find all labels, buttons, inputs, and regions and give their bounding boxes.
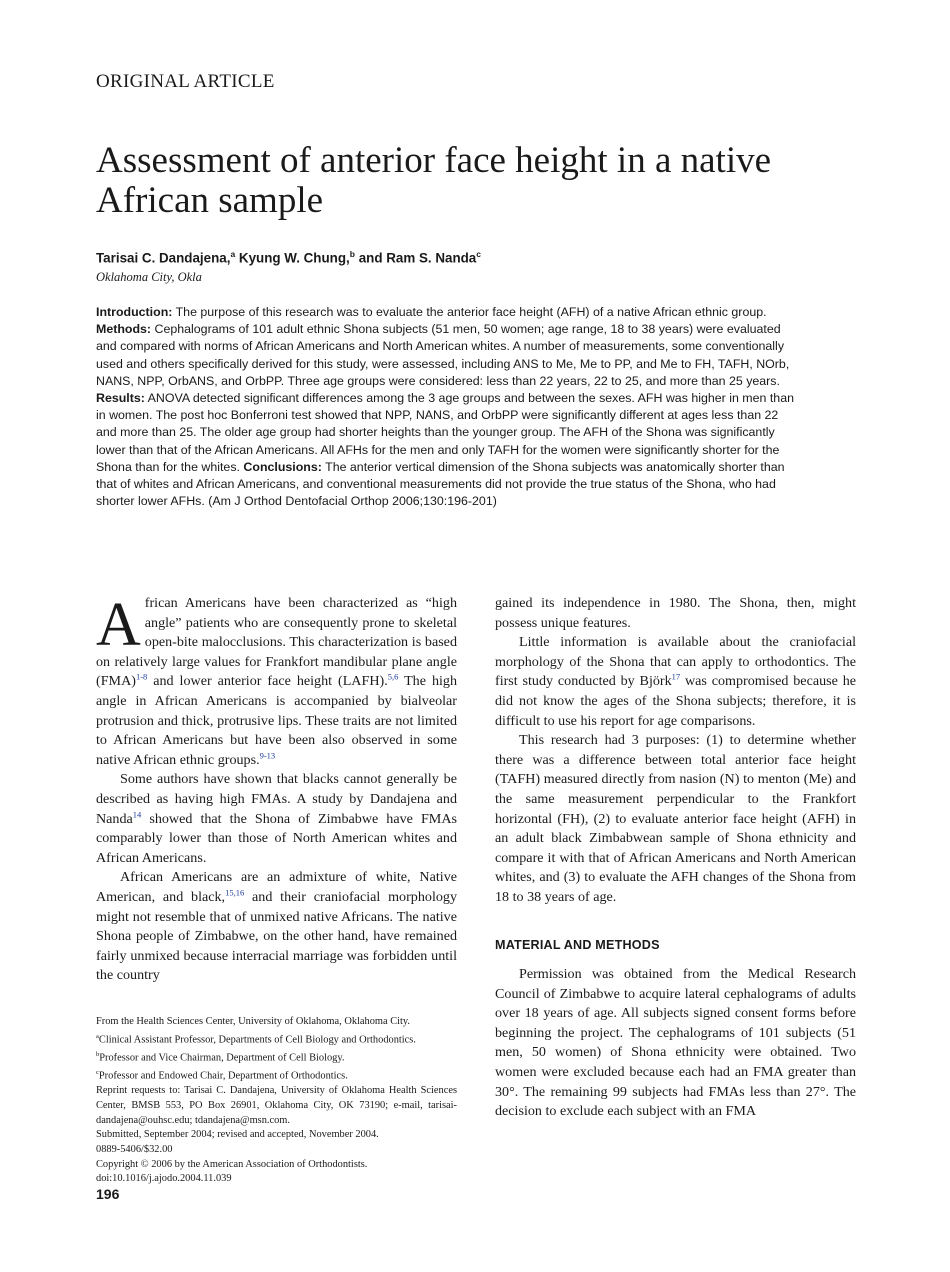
paragraph-5: This research had 3 purposes: (1) to determine whether there was a difference between total anterior face height (TAFH) measured directly from nasion (N) to menton (Me) and the same measurement perpendicular to the Frankfort horizontal (FH), (2) to evaluate anterior face height (AFH) in an adult black Zimbabwean sample of Shona ethnicity and compare it with that of African Americans and North American whites, and (3) to evaluate the AFH changes of the Shona from 18 to 38 years of age.	[495, 732, 856, 905]
reference-link[interactable]: 15,16	[225, 887, 245, 898]
abstract-intro-label: Introduction:	[96, 305, 173, 319]
footnote	[96, 1030, 457, 1048]
section-label: ORIGINAL ARTICLE	[96, 71, 275, 92]
reference-link[interactable]: 14	[132, 808, 142, 819]
paragraph-1	[96, 591, 457, 770]
footnote-doi[interactable]: doi:10.1016/j.ajodo.2004.11.039	[96, 1173, 232, 1185]
footnote-reprint: Reprint requests to: Tarisai C. Dandajena, University of Oklahoma Health Sciences Center, BMSB 553, PO Box 26901, Oklahoma City, OK 73190; e-mail, tarisai-dandajena@ouhsc.edu; tdandajena@msn.com.	[96, 1085, 457, 1126]
footnote-mark: c	[96, 1069, 99, 1077]
footnotes	[96, 1015, 457, 1187]
author-3-mark: c	[476, 249, 481, 259]
author-2-mark: b	[349, 249, 355, 259]
abstract-intro: The purpose of this research was to evaluate the anterior face height (AFH) of a native African ethnic group.	[175, 305, 767, 319]
paragraph-2-text-b: showed that the Shona of Zimbabwe have FMAs comparably lower than those of North American whites and African Americans.	[96, 810, 457, 866]
abstract-results-label: Results:	[96, 391, 145, 406]
section-heading: MATERIAL AND METHODS	[495, 937, 660, 952]
affiliation: Oklahoma City, Okla	[96, 270, 202, 284]
footnote-submitted: Submitted, September 2004; revised and accepted, November 2004.	[96, 1129, 379, 1141]
abstract-methods-label: Methods:	[96, 322, 152, 337]
paragraph-2-text-a: Some authors have shown that blacks cannot generally be described as having high FMAs. A study by Dandajena and Nanda	[96, 771, 457, 827]
author-2: Kyung W. Chung,	[238, 250, 350, 266]
paragraph-3-text-b: and their craniofacial morphology might not resemble that of unmixed native Africans. The native Shona people of Zimbabwe, on the other hand, have remained fairly unmixed because interracial marriage was forbidden until the country	[96, 888, 457, 984]
paragraph-1-text-c: The high angle in African Americans is accompanied by bialveolar protrusion and thick, protrusive lips. These traits are not limited to African Americans but have been also observed in some native African ethnic groups.	[96, 673, 457, 768]
abstract-citation: (Am J Orthod Dentofacial Orthop 2006;130:196-201)	[208, 494, 497, 509]
abstract-methods: Cephalograms of 101 adult ethnic Shona subjects (51 men, 50 women; age range, 18 to 38 years) were evaluated and compared with norms of African Americans and North American whites. A number of measurements, some conventionally used and others specifically derived for this study, were assessed, including ANS to Me, Me to PP, and Me to FH, TAFH, NOrb, NANS, NPP, OrbANS, and OrbPP. Three age groups were considered: less than 22 years, 22 to 25, and more than 25 years.	[96, 322, 790, 388]
paragraph-1-text-b: and lower anterior face height (LAFH).	[147, 673, 388, 690]
author-3: and Ram S. Nanda	[358, 250, 477, 266]
abstract-conclusions-label: Conclusions:	[243, 459, 322, 474]
footnote	[96, 1048, 457, 1066]
author-list	[96, 249, 481, 265]
paragraph-1-text-a: frican Americans have been characterized as “high angle” patients who are consequently prone to skeletal open-bite malocclusions. This characterization is based on relatively large values for Frankfort mandibular plane angle (FMA)	[96, 595, 457, 690]
paragraph-3-text-a: African Americans are an admixture of white, Native American, and black,	[96, 869, 457, 905]
footnote-text: Professor and Endowed Chair, Department of Orthodontics.	[98, 1070, 348, 1082]
footnote-text: Professor and Vice Chairman, Department of Cell Biology.	[99, 1052, 345, 1064]
author-1: Tarisai C. Dandajena,	[96, 250, 231, 266]
paragraph-continued: gained its independence in 1980. The Shona, then, might possess unique features.	[495, 595, 856, 631]
footnote-mark: b	[96, 1050, 100, 1058]
paragraph-3	[96, 868, 457, 986]
reference-link[interactable]: 5,6	[387, 671, 399, 682]
paragraph-4-text-b: was compromised because he did not know the ages of the Shona subjects; therefore, it is difficult to use his report for age comparisons.	[495, 673, 856, 729]
article-title: Assessment of anterior face height in a native African sample	[96, 140, 772, 221]
footnote-issn: 0889-5406/$32.00	[96, 1144, 173, 1156]
page-number: 196	[96, 1186, 120, 1202]
drop-cap: A	[96, 591, 141, 659]
footnote: From the Health Sciences Center, University of Oklahoma, Oklahoma City.	[96, 1016, 411, 1027]
reference-link[interactable]: 17	[671, 671, 681, 682]
footnote-copyright: Copyright © 2006 by the American Association of Orthodontists.	[96, 1158, 368, 1170]
paragraph-2	[96, 770, 457, 868]
reference-link[interactable]: 9-13	[259, 750, 276, 761]
footnote	[96, 1066, 457, 1084]
author-1-mark: a	[230, 249, 236, 259]
body-right-column	[495, 594, 856, 1122]
abstract	[96, 304, 802, 510]
reference-link[interactable]: 1-8	[135, 671, 148, 682]
paragraph-6: Permission was obtained from the Medical Research Council of Zimbabwe to acquire lateral cephalograms of adults over 18 years of age. All subjects signed consent forms before beginning the project. The cephalograms of 101 subjects (51 men, 50 women) of Shona ethnicity were obtained. Two women were excluded because each had an FMA greater than 30°. The remaining 99 subjects had FMAs less than 27°. The decision to exclude each subject with an FMA	[495, 966, 856, 1120]
paragraph-4	[495, 633, 856, 731]
abstract-results: ANOVA detected significant differences among the 3 age groups and between the sexes. AFH was higher in men than in women. The post hoc Bonferroni test showed that NPP, NANS, and OrbPP were significantly different at ages less than 22 and more than 25. The older age group had shorter heights than the younger group. The AFH of the Shona was significantly lower than that of the African Americans. All AFHs for the men and only TAFH for the women were significantly shorter for the Shona than for the whites.	[96, 391, 794, 474]
footnote-mark: a	[96, 1032, 99, 1040]
footnote-text: Clinical Assistant Professor, Departments of Cell Biology and Orthodontics.	[98, 1034, 416, 1046]
body-left-column	[96, 591, 457, 986]
paragraph-4-text-a: Little information is available about the craniofacial morphology of the Shona that can apply to orthodontics. The first study conducted by Björk	[495, 634, 856, 690]
abstract-conclusions: The anterior vertical dimension of the Shona subjects was anatomically shorter than that of whites and African Americans, and conventional measurements did not provide the true status of the Shona, who had shorter lower AFHs.	[96, 459, 785, 509]
